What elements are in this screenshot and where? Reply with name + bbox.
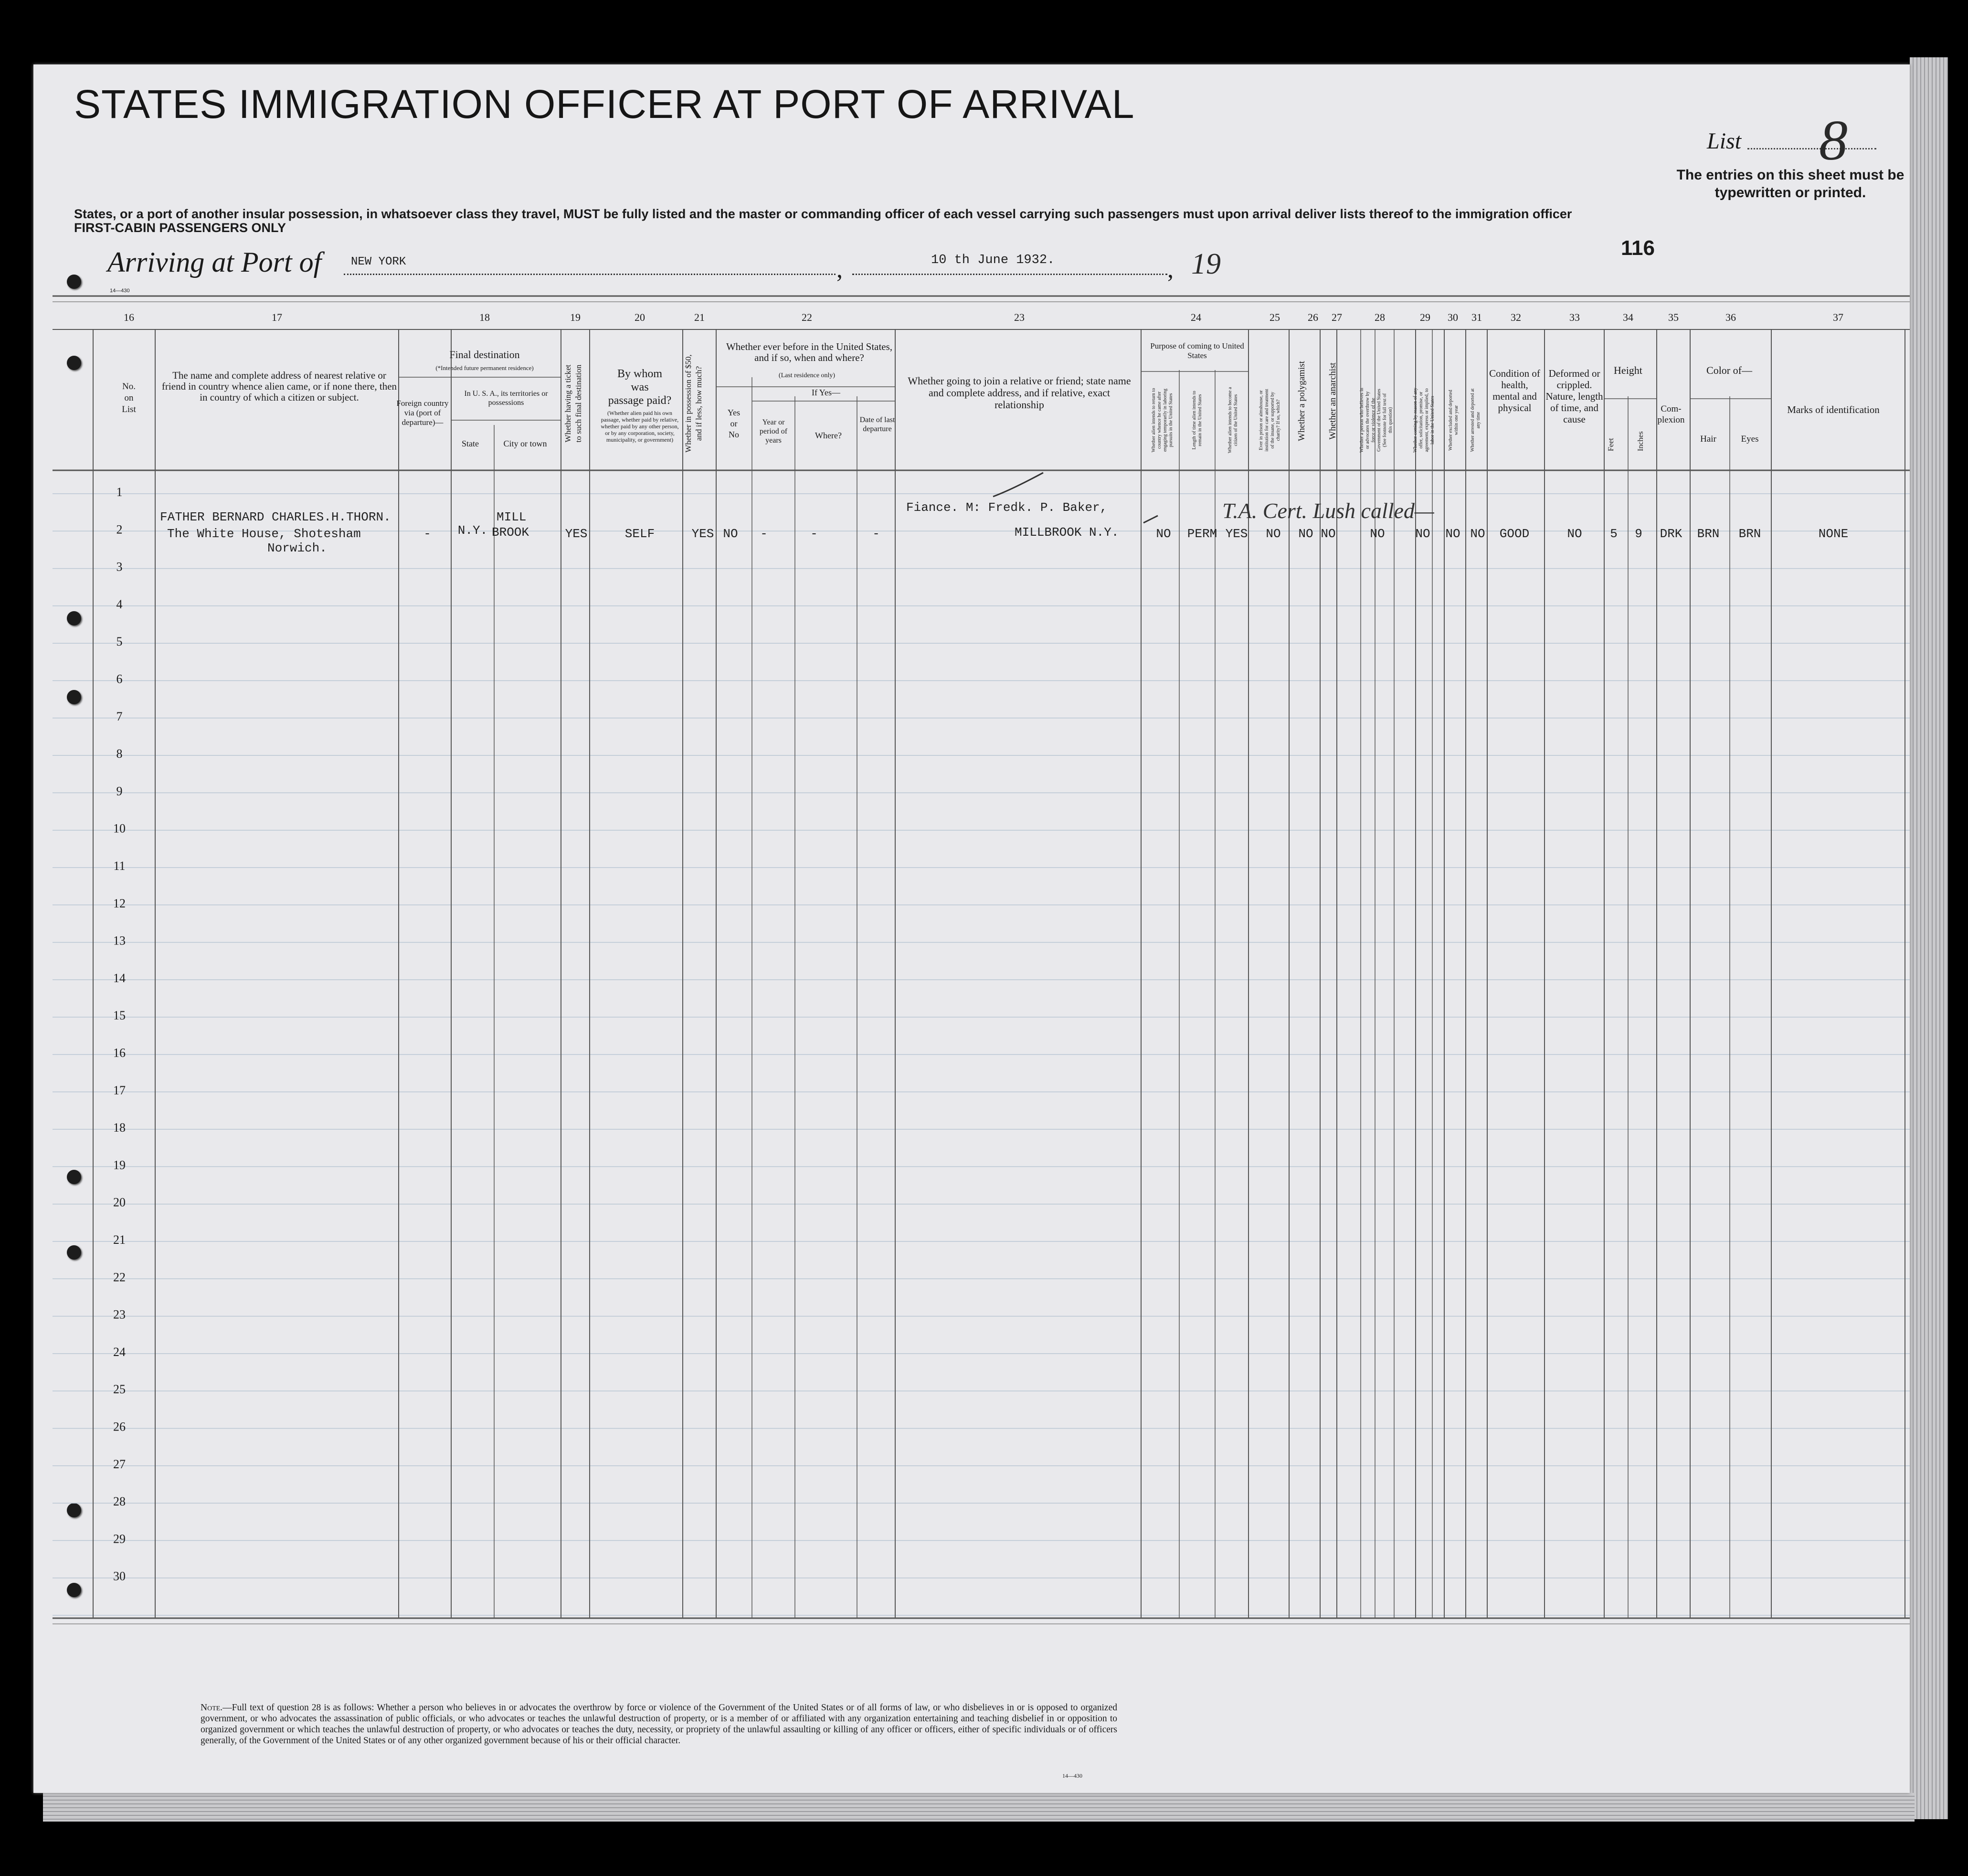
header-purpose: Purpose of coming to United States (1150, 341, 1244, 360)
column-number: 34 (1623, 311, 1633, 323)
tiny-header-line: Length of time alien intends to (1192, 391, 1197, 450)
list-label: List (1707, 128, 1742, 154)
row-number: 21 (113, 1233, 126, 1247)
entry-purpose-b: PERM (1187, 527, 1217, 541)
header-condition: Condition of health, mental and physical (1489, 368, 1540, 413)
row-number: 25 (113, 1382, 126, 1397)
entry-anarchist: NO (1321, 527, 1336, 541)
row-number: 11 (113, 859, 126, 873)
column-number: 24 (1191, 311, 1201, 323)
header-where: Where? (815, 431, 842, 440)
row-number: 8 (116, 747, 123, 761)
row-number: 28 (113, 1494, 126, 1509)
header-foreign-country: Foreign country via (port of departure)— (396, 399, 449, 427)
row-number: 9 (116, 784, 123, 798)
entry-joining-line1: Fiance. M: Fredk. P. Baker, (906, 500, 1108, 515)
entry-relative-line1: FATHER BERNARD CHARLES.H.THORN. (160, 510, 391, 524)
entry-polygamist: NO (1298, 527, 1313, 541)
header-deformed: Deformed or crippled. Nature, length of time, and cause (1545, 368, 1603, 425)
row-number: 13 (113, 933, 126, 948)
header-date-departure: Date of last departure (859, 416, 895, 433)
column-number: 31 (1471, 311, 1482, 323)
list-number-handwritten: 8 (1819, 108, 1848, 172)
tiny-header-line: offer, solicitation, promise, or (1418, 392, 1424, 449)
entry-where: - (810, 527, 818, 541)
column-number: 26 (1308, 311, 1318, 323)
handwritten-dash (1143, 516, 1158, 523)
entry-feet: 5 (1610, 527, 1618, 541)
row-number: 20 (113, 1195, 126, 1209)
header-eyes: Eyes (1741, 434, 1759, 444)
header-inches: Inches (1637, 431, 1645, 451)
row-number: 7 (116, 709, 123, 723)
tiny-header-line: within one year (1454, 405, 1459, 435)
header-yes-no-1: Yes (727, 408, 741, 417)
row-numbers (113, 485, 126, 1583)
tiny-header-line: (See footnote for full text of (1382, 393, 1387, 447)
tiny-header-line: this question) (1388, 407, 1393, 434)
header-final-destination: Final destination (449, 349, 520, 360)
header-ticket-2: to such final destination (574, 364, 583, 443)
column-number: 33 (1569, 311, 1580, 323)
entry-date-departure: - (872, 527, 880, 541)
column-number: 16 (124, 311, 134, 323)
entry-q29: NO (1415, 527, 1430, 541)
arriving-label: Arriving at Port of (107, 246, 322, 278)
row-number: 5 (116, 635, 123, 649)
header-passage-paid-3: passage paid? (608, 394, 672, 407)
column-number: 20 (635, 311, 645, 323)
tiny-header-line: charity? If so, which? (1276, 399, 1281, 441)
row-number: 29 (113, 1532, 126, 1546)
entry-purpose-a: NO (1156, 527, 1171, 541)
row-number: 12 (113, 896, 126, 911)
handwritten-tick (993, 473, 1043, 497)
form-number-bottom: 14—430 (1062, 1772, 1082, 1779)
tiny-header-line: force or violence of the (1371, 398, 1376, 443)
row-number: 2 (116, 522, 123, 537)
tiny-header-line: citizen of the United States (1233, 394, 1238, 446)
entry-passage: SELF (624, 527, 655, 541)
tiny-header-line: Whether arrested and deported at (1470, 388, 1475, 452)
column-number: 36 (1725, 311, 1736, 323)
tiny-header-line: Whether alien intends to return to (1151, 388, 1156, 453)
header-passage-paid-1: By whom (617, 368, 663, 380)
table-rules (53, 296, 1910, 1624)
entry-joining-line2: MILLBROOK N.Y. (1015, 525, 1119, 540)
tiny-header-line: Government of the United States (1376, 389, 1382, 452)
header-nearest-relative: The name and complete address of nearest relative or friend in country whence alien came, or if none there, then in country of which a citizen or subject. (161, 370, 397, 403)
header-city: City or town (503, 439, 547, 448)
header-height: Height (1614, 364, 1642, 376)
tiny-header-line: remain in the United States (1197, 394, 1203, 446)
entry-complexion: DRK (1660, 527, 1682, 541)
list-note: The entries on this sheet must be typewritten or printed. (1676, 167, 1905, 201)
header-if-yes: If Yes— (811, 388, 841, 397)
entry-q31: NO (1470, 527, 1485, 541)
entry-relative-line3: Norwich. (267, 541, 327, 555)
row-number: 3 (116, 560, 123, 574)
sheet-number: 116 (1621, 236, 1655, 260)
footnote (201, 1702, 1117, 1746)
header-color-of: Color of— (1706, 364, 1752, 376)
row-number: 23 (113, 1307, 126, 1322)
header-marks: Marks of identification (1787, 404, 1880, 415)
date-value: 10 th June 1932. (931, 253, 1055, 267)
header-year-period: Year or period of years (759, 418, 788, 445)
tiny-header-line: pursuits in the United States (1168, 393, 1174, 447)
row-number: 27 (113, 1457, 126, 1471)
port-value: NEW YORK (351, 255, 406, 268)
header-passage-note: (Whether alien paid his own passage, whether paid by relative, whether paid by any other person, or by any corporation, society, municipality, or government) (601, 410, 679, 443)
tiny-header-line: of the insane, or supported by (1270, 392, 1275, 449)
footnote-text: —Full text of question 28 is as follows: Whether a person who believes in or advocates the overthrow by force or violence of the Government of the United States or of all forms of law, or who disbelieves in or is opposed to organized government, or who advocates the assassination of public officials, or who advocates or teaches the unlawful destruction of property, or is a member of or affiliated with any organization entertaining and teaching disbelief in or opposition to organized government or which teaches the unlawful destruction of property, or who advocates or teaches the duty, necessity, or propriety of the unlawful assaulting or killing of any officer or officers, either of specific individuals or of officers generally, of the Government of the United States or of any other organized government because of his or their official character. (201, 1703, 1117, 1746)
column-number: 29 (1420, 311, 1430, 323)
tiny-header-line: engaging temporarily in laboring (1163, 389, 1168, 452)
header-anarchist: Whether an anarchist (1328, 362, 1338, 440)
entry-relative-line2: The White House, Shotesham (167, 527, 361, 541)
header-complexion-1: Com- (1661, 404, 1682, 414)
comma-1: , (836, 256, 843, 283)
entry-prison: NO (1266, 527, 1281, 541)
row-number: 4 (116, 597, 123, 611)
entry-ever-before: NO (723, 527, 738, 541)
column-number: 35 (1668, 311, 1679, 323)
column-number: 21 (694, 311, 705, 323)
row-number: 22 (113, 1270, 126, 1284)
entry-hair: BRN (1697, 527, 1720, 541)
column-number: 22 (802, 311, 812, 323)
tiny-header-line: Whether coming by reason of any (1413, 388, 1418, 453)
column-number: 27 (1332, 311, 1342, 323)
column-numbers (124, 311, 1843, 323)
tiny-header-line: agreement, express or implied, to (1424, 388, 1429, 452)
entry-marks: NONE (1818, 527, 1849, 541)
header-passage-paid-2: was (631, 381, 649, 393)
entry-ticket: YES (565, 527, 588, 541)
tiny-header-line: Whether a person who believes in (1359, 388, 1365, 453)
row-number: 19 (113, 1158, 126, 1172)
entry-eyes: BRN (1738, 527, 1761, 541)
handwritten-annotation: T.A. Cert. Lush called— (1222, 498, 1434, 523)
tiny-header-line: Ever in prison or almshouse, or (1259, 390, 1264, 450)
tiny-header-line: or advocates the overthrow by (1365, 391, 1370, 449)
row-number: 24 (113, 1345, 126, 1359)
header-joining: Whether going to join a relative or friend; state name and complete address, and if relative, exact relationship (908, 375, 1131, 411)
row-number: 16 (113, 1046, 126, 1060)
comma-2: , (1167, 256, 1174, 283)
header-no-on-list: No. on List (122, 382, 136, 414)
header-polygamist: Whether a polygamist (1297, 361, 1307, 441)
class-line: FIRST-CABIN PASSENGERS ONLY (74, 221, 286, 235)
column-number: 25 (1270, 311, 1280, 323)
header-final-destination-note: (*Intended future permanent residence) (435, 364, 534, 371)
row-number: 26 (113, 1420, 126, 1434)
entry-possession: YES (691, 527, 714, 541)
header-hair: Hair (1700, 434, 1716, 444)
column-number: 19 (570, 311, 581, 323)
header-feet: Feet (1607, 438, 1615, 451)
row-number: 17 (113, 1083, 126, 1097)
entry-state: N.Y. (457, 523, 488, 538)
row-number: 15 (113, 1008, 126, 1023)
header-ticket-1: Whether having a ticket (563, 364, 572, 443)
row-number: 1 (116, 485, 123, 499)
column-number: 17 (272, 311, 282, 323)
entry-inches: 9 (1635, 527, 1642, 541)
row-number: 6 (116, 672, 123, 686)
header-ever-before: Whether ever before in the United States, and if so, when and where? (726, 341, 893, 363)
column-number: 23 (1014, 311, 1025, 323)
header-complexion-2: plexion (1657, 415, 1685, 425)
entry-purpose-c: YES (1225, 527, 1248, 541)
entry-deformed: NO (1567, 527, 1582, 541)
entry-q30: NO (1445, 527, 1460, 541)
entry-condition: GOOD (1499, 527, 1530, 541)
page-title: STATES IMMIGRATION OFFICER AT PORT OF ARRIVAL (74, 82, 1135, 127)
form-number-top: 14—430 (110, 288, 130, 294)
tiny-header-line: institution for care and treatment (1264, 389, 1270, 452)
header-possession-2: and if less, how much? (694, 366, 703, 441)
tiny-header-line: Whether alien intends to become a (1227, 387, 1233, 454)
year-prefix: 19 (1191, 248, 1221, 280)
tiny-header-line: Whether excluded and deported (1448, 390, 1453, 451)
row-number: 14 (113, 971, 126, 985)
header-possession-1: Whether in possession of $50, (684, 354, 693, 453)
entry-city-line2: BROOK (492, 525, 529, 540)
row-number: 30 (113, 1569, 126, 1583)
tiny-header-line: country whence he came after (1157, 392, 1162, 449)
row-number: 10 (113, 821, 126, 836)
entry-city-line1: MILL (497, 510, 527, 524)
header-last-residence: (Last residence only) (778, 372, 836, 379)
column-number: 18 (479, 311, 490, 323)
column-number: 37 (1833, 311, 1843, 323)
tiny-header-line: labor in the United States (1430, 396, 1435, 445)
tiny-rotated-headers (1151, 387, 1481, 453)
tiny-header-line: any time (1476, 412, 1481, 429)
entry-q28: NO (1370, 527, 1385, 541)
entry-foreign-country: - (423, 527, 431, 541)
instructions-line: States, or a port of another insular possession, in whatsoever class they travel, MUST be fully listed and the master or commanding officer of each vessel carrying such passengers must upon arrival deliver lists thereof to the immigration officer (74, 207, 1572, 221)
footnote-label: Note. (201, 1703, 223, 1713)
entry-year-period: - (760, 527, 768, 541)
column-number: 28 (1375, 311, 1385, 323)
header-yes-no-2: or (730, 419, 738, 428)
header-in-usa: In U. S. A., its territories or possessions (464, 390, 548, 407)
row-number: 18 (113, 1121, 126, 1135)
column-number: 32 (1511, 311, 1521, 323)
header-state: State (462, 439, 479, 448)
header-yes-no-3: No (729, 430, 739, 439)
column-number: 30 (1448, 311, 1458, 323)
